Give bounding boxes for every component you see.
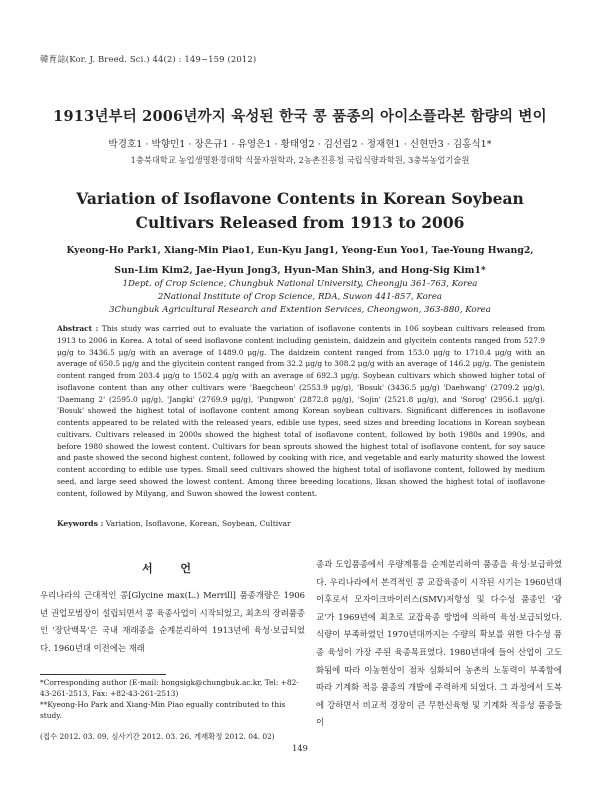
footnotes (40, 677, 305, 742)
intro-left-column: 우리나라의 근대적인 콩[Glycine max(L.) Merrill] 품종개량은 1906년 권업모범장이 설립되면서 콩 육종사업이 시작되었고, 최초의 장려품종인 '장단백목'은 국내 재래종을 순계분리하여 1913년에 육성·보급되었다. 1960년대 이전에는 재래 (40, 590, 305, 653)
english-title: Variation of Isoflavone Contents in Korean Soybean Cultivars Released from 1913 to 2006 (76, 189, 524, 232)
affiliation-2: 2National Institute of Crop Science, RDA, Suwon 441-857, Korea (157, 292, 443, 302)
journal-reference: 韓育誌(Kor. J. Breed. Sci.) 44(2) : 149~159 (2012) (40, 55, 257, 65)
affiliation-3: 3Chungbuk Agricultural Research and Extention Services, Cheongwon, 363-880, Korea (109, 305, 491, 315)
english-affiliations (40, 278, 560, 317)
korean-affiliations: 1충북대학교 농업생명환경대학 식물자원학과, 2농촌진흥청 국립식량과학원, 3충북농업기술원 (130, 155, 470, 165)
english-authors (40, 241, 560, 281)
page-number: 149 (292, 743, 308, 753)
keywords-text: Variation, Isoflavone, Korean, Soybean, Cultivar (105, 519, 291, 528)
korean-authors: 박경호1 · 박향민1 · 장은규1 · 유영은1 · 황태영2 · 김선림2 · 정재현1 · 신현만3 · 김홍식1* (108, 139, 492, 150)
english-authors-line-1: Kyeong-Ho Park1, Xiang-Min Piao1, Eun-Kyu Jang1, Yeong-Eun Yoo1, Tae-Young Hwang2, (66, 245, 534, 256)
footnote-equal-contribution: **Kyeong-Ho Park and Xiang-Min Piao egually contributed to this study. (40, 700, 286, 720)
footnote-corresponding: *Corresponding author (E-mail: hongsigk@chungbuk.ac.kr, Tel: +82-43-261-2513, Fax: +82-43-261-2513) (40, 678, 299, 698)
affiliation-1: 1Dept. of Crop Science, Chungbuk National University, Cheongju 361-763, Korea (122, 279, 478, 289)
footnote-received-dates: (접수 2012. 03. 09, 심사기간 2012. 03. 26, 게재확정 2012. 04. 02) (40, 732, 275, 741)
section-heading-introduction: 서 언 (141, 562, 204, 575)
keywords-label: Keywords : (57, 519, 104, 528)
abstract (57, 323, 545, 499)
abstract-label: Abstract : (57, 324, 99, 333)
korean-title: 1913년부터 2006년까지 육성된 한국 콩 품종의 아이소플라본 함량의 변이 (53, 108, 547, 125)
english-authors-line-2: Sun-Lim Kim2, Jae-Hyun Jong3, Hyun-Man Shin3, and Hong-Sig Kim1* (114, 265, 486, 276)
footnote-divider (40, 674, 166, 675)
abstract-text: This study was carried out to evaluate the variation of isoflavone contents in 106 soybean cultivars released from 1913 to 2006 in Korea. A total of seed isoflavone content including genistein, daidzein and glycitein contents ranged from 527.9 μg/g to 3436.5 μg/g with an average of 1489.0 μg/g. The daidzein content ranged from 153.0 μg/g to 1710.4 μg/g with an average of 650.5 μg/g and the glycitein content ranged from 32.2 μg/g to 308.2 μg/g with an average of 146.2 μg/g. The genistein content ranged from 203.4 μg/g to 1502.4 μg/g with an average of 692.3 μg/g. Soybean cultivars which showed higher total of isoflavone content than any other cultivars were 'Baegcheon' (2553.9 μg/g), 'Bosuk' (3436.5 μg/g) 'Daehwang' (2709.2 μg/g), 'Daemang 2' (2595.0 μg/g), 'Jangki' (2769.9 μg/g), 'Pungwon' (2872.8 μg/g), 'Sojin' (2521.8 μg/g), and 'Sorog' (2956.1 μg/g). 'Bosuk' showed the highest total of isoflavone content among Korean soybean cultivars. Significant differences in isoflavone contents appeared to be related with the released years, edible use types, seed sizes and breeding locations in Korean soybean cultivars. Cultivars released in 2000s showed the highest total of isoflavone content, followed by both 1980s and 1990s, and before 1980 showed the lowest content. Cultivars for bean sprouts showed the highest total of isoflavone content, for soy sauce and paste showed the second highest content, followed by cooking with rice, and vegetable and early maturity showed the lowest content according to edible use types. Small seed cultivars showed the highest total of isoflavone content, followed by medium seed, and large seed showed the lowest content. Among three breeding locations, Iksan showed the highest total of isoflavone content, followed by Milyang, and Suwon showed the lowest content. (57, 324, 545, 498)
intro-right-column: 종과 도입품종에서 우량계통을 순계분리하여 품종을 육성·보급하였다. 우리나라에서 본격적인 콩 교잡육종이 시작된 시기는 1960년대 이후로서 모자이크바이러스(SMV)저항성 및 다수성 품종인 '광교'가 1969년에 최초로 교잡육종 방법에 의하여 육성·보급되었다. 식량이 부족하였던 1970년대까지는 수량의 확보를 위한 다수성 품종 육성이 가장 주된 육종목표였다. 1980년대에 들어 산업이 고도화됨에 따라 이농현상이 점차 심화되어 농촌의 노동력이 부족함에 따라 기계화 적응 품종의 개발에 주력하게 되었다. 그 과정에서 도복에 강하면서 비교적 경장이 큰 무한신육형 및 기계화 적응성 품종들이 (316, 559, 562, 728)
keywords (57, 519, 545, 528)
